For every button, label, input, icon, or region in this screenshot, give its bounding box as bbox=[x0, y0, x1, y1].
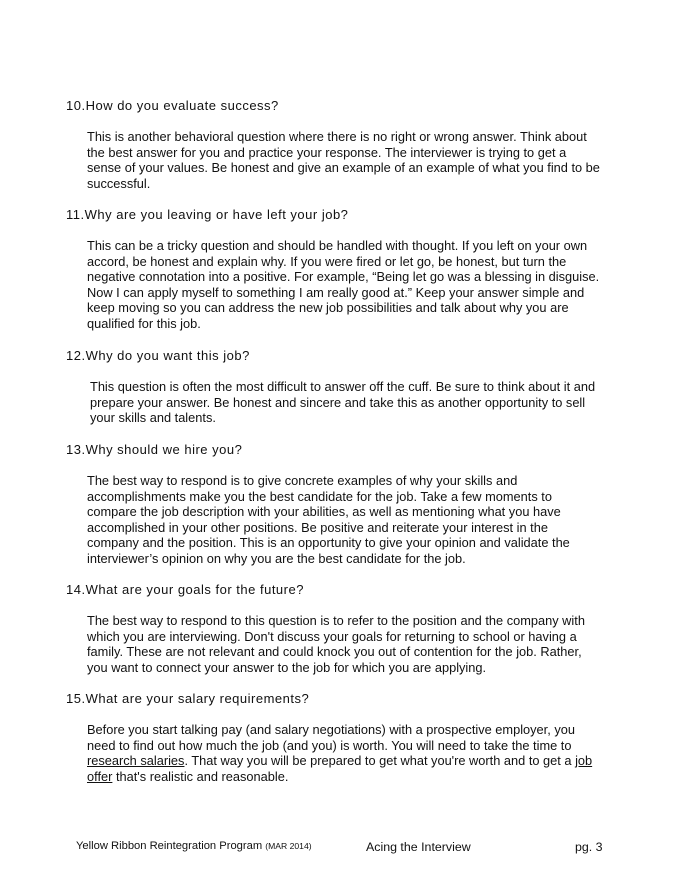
answer-text: This is another behavioral question where there is no right or wrong answer. Think about the best answer for you and practice your response. The interviewer is trying to get a sense of your values. Be honest and give an example of an example of what you find to be successful. bbox=[87, 129, 600, 191]
question-heading: 10.How do you evaluate success? bbox=[66, 98, 279, 113]
answer-text: This can be a tricky question and should be handled with thought. If you left on your own accord, be honest and explain why. If you were fired or let go, be honest, but turn the negative connotation into a positive. For example, “Being let go was a blessing in disguise. Now I can apply myself to something I am really good at.” Keep your answer simple and keep moving so you can address the new job possibilities and talk about why you are qualified for this job. bbox=[87, 238, 600, 331]
question-heading: 15.What are your salary requirements? bbox=[66, 691, 310, 706]
question-heading: 14.What are your goals for the future? bbox=[66, 582, 304, 597]
question-heading: 12.Why do you want this job? bbox=[66, 348, 250, 363]
answer-text-part: . That way you will be prepared to get what you're worth and to get a bbox=[184, 753, 576, 768]
question-heading: 13.Why should we hire you? bbox=[66, 442, 243, 457]
answer-text-part: Before you start talking pay (and salary negotiations) with a prospective employer, you need to find out how much the job (and you) is worth. You will need to take the time to bbox=[87, 722, 575, 753]
job-offer-link[interactable]: job offer bbox=[87, 753, 593, 784]
answer-text: The best way to respond is to give concrete examples of why your skills and accomplishments make you the best candidate for the job. Take a few moments to compare the job description with your abilities, as well as mentioning what you have accomplished in your other positions. Be positive and reiterate your interest in the company and the position. This is an opportunity to give your opinion and validate the interviewer’s opinion on why you are the best candidate for the job. bbox=[87, 473, 570, 566]
footer-date: (MAR 2014) bbox=[265, 841, 312, 851]
question-heading: 11.Why are you leaving or have left your job? bbox=[66, 207, 349, 222]
footer-program-name: Yellow Ribbon Reintegration Program bbox=[76, 840, 266, 852]
answer-text: This question is often the most difficult to answer off the cuff. Be sure to think about it and prepare your answer. Be honest and sincere and take this as another opportunity to sell your skills and talents. bbox=[90, 379, 596, 425]
answer-text-part: that's realistic and reasonable. bbox=[112, 768, 289, 784]
footer-title: Acing the Interview bbox=[366, 840, 471, 854]
footer-program bbox=[76, 840, 312, 852]
research-salaries-link[interactable]: research salaries bbox=[87, 753, 185, 768]
page-number: pg. 3 bbox=[575, 840, 603, 854]
answer-text: The best way to respond to this question is to refer to the position and the company with which you are interviewing. Don't discuss your goals for returning to school or having a family. These are not relevant and could knock you out of contention for the job. Rather, you want to connect your answer to the job for which you are applying. bbox=[87, 613, 585, 675]
answer-text bbox=[87, 722, 603, 784]
